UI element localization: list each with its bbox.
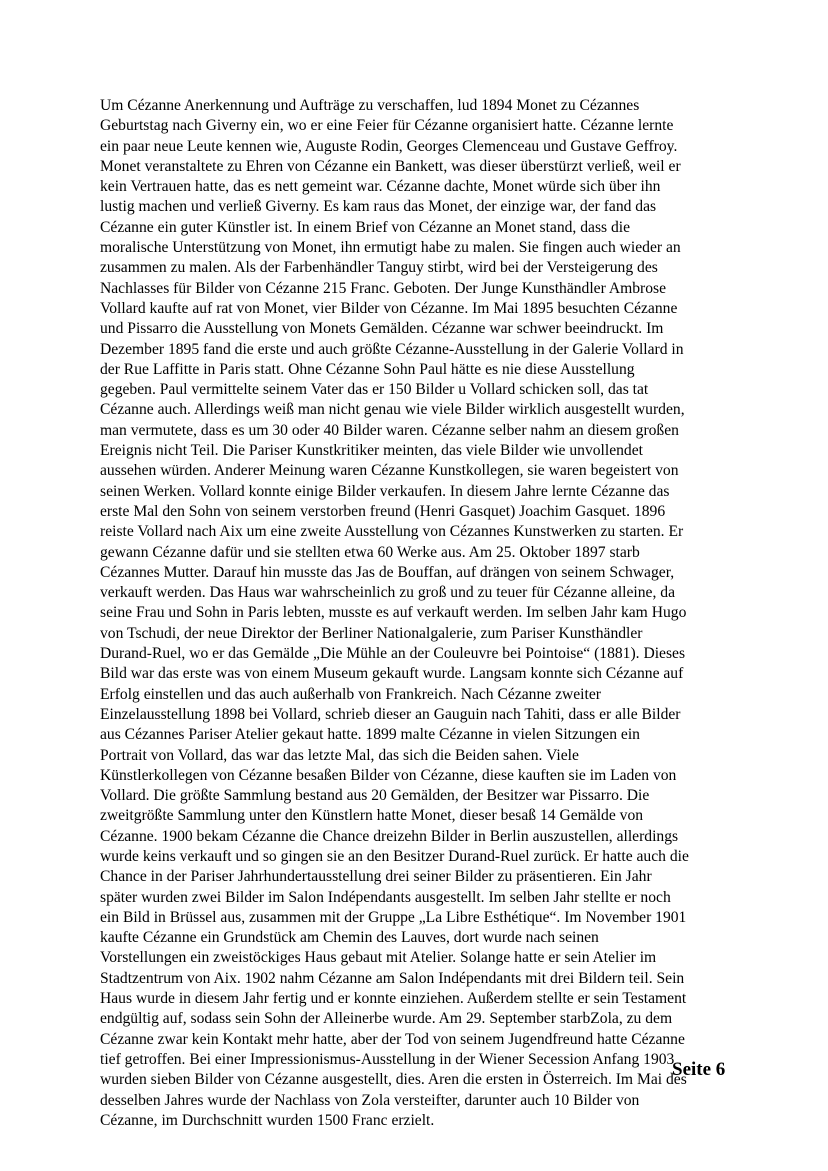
text-line: von Tschudi, der neue Direktor der Berliner Nationalgalerie, zum Pariser Kunsthändler bbox=[100, 624, 643, 642]
text-line: und Pissarro die Ausstellung von Monets Gemälden. Cézanne war schwer beeindruckt. Im bbox=[100, 320, 664, 338]
text-line: man vermutete, dass es um 30 oder 40 Bilder waren. Cézanne selber nahm an diesem großen bbox=[100, 421, 679, 439]
page-number: Seite 6 bbox=[672, 1059, 726, 1080]
text-line: Ereignis nicht Teil. Die Pariser Kunstkritiker meinten, das viele Bilder wie unvollendet bbox=[100, 442, 643, 460]
body-text bbox=[100, 96, 740, 1131]
text-line: lustig machen und verließ Giverny. Es kam raus das Monet, der einzige war, der fand das bbox=[100, 198, 657, 216]
text-line: Um Cézanne Anerkennung und Aufträge zu verschaffen, lud 1894 Monet zu Cézannes bbox=[100, 97, 640, 114]
text-line: wurden sieben Bilder von Cézanne ausgestellt, dies. Aren die ersten in Österreich. Im Mai des bbox=[100, 1071, 687, 1089]
text-line: reiste Vollard nach Aix um eine zweite Ausstellung von Cézannes Kunstwerken zu starten. Er bbox=[100, 523, 684, 541]
text-line: gewann Cézanne dafür und sie stellten etwa 60 Werke aus. Am 25. Oktober 1897 starb bbox=[100, 543, 640, 561]
text-line: gegeben. Paul vermittelte seinem Vater das er 150 Bilder u Vollard schicken soll, das tat bbox=[100, 381, 649, 399]
text-line: Cézanne. 1900 bekam Cézanne die Chance dreizehn Bilder in Berlin auszustellen, allerdings bbox=[100, 827, 679, 845]
text-line: Künstlerkollegen von Cézanne besaßen Bilder von Cézanne, diese kauften sie im Laden von bbox=[100, 766, 677, 784]
text-line: Geburtstag nach Giverny ein, wo er eine Feier für Cézanne organisiert hatte. Cézanne lernte bbox=[100, 117, 674, 135]
text-line: tief getroffen. Bei einer Impressionismus-Ausstellung in der Wiener Secession Anfang 1903 bbox=[100, 1050, 675, 1068]
text-line: Bild war das erste was von einem Museum gekauft wurde. Langsam konnte sich Cézanne auf bbox=[100, 665, 684, 683]
text-line: ein Bild in Brüssel aus, zusammen mit der Gruppe „La Libre Esthétique“. Im November 1901 bbox=[100, 908, 687, 926]
text-line: ein paar neue Leute kennen wie, Auguste Rodin, Georges Clemenceau und Gustave Geffroy. bbox=[100, 137, 678, 155]
text-line: desselben Jahres wurde der Nachlass von Zola versteifter, darunter auch 10 Bilder von bbox=[100, 1091, 640, 1109]
text-line: moralische Unterstützung von Monet, ihn ermutigt habe zu malen. Sie fingen auch wieder an bbox=[100, 239, 681, 257]
text-line: Stadtzentrum von Aix. 1902 nahm Cézanne am Salon Indépendants mit drei Bildern teil. Sein bbox=[100, 969, 685, 987]
text-line: Vollard. Die größte Sammlung bestand aus 20 Gemälden, der Besitzer war Pissarro. Die bbox=[100, 787, 650, 805]
text-line: aussehen würden. Anderer Meinung waren Cézanne Kunstkollegen, sie waren begeistert von bbox=[100, 462, 679, 480]
text-line: wurde keins verkauft und so gingen sie an den Besitzer Durand-Ruel zurück. Er hatte auch die bbox=[100, 847, 689, 865]
text-line: kaufte Cézanne ein Grundstück am Chemin des Lauves, dort wurde nach seinen bbox=[100, 929, 599, 947]
text-line: Cézanne auch. Allerdings weiß man nicht genau wie viele Bilder wirklich ausgestellt wurden, bbox=[100, 401, 685, 419]
text-line: Monet veranstaltete zu Ehren von Cézanne ein Bankett, was dieser überstürzt verließ, weil er bbox=[100, 157, 681, 175]
text-line: zusammen zu malen. Als der Farbenhändler Tanguy stirbt, wird bei der Versteigerung des bbox=[100, 259, 658, 277]
text-line: Vorstellungen ein zweistöckiges Haus gebaut mit Atelier. Solange hatte er sein Atelier im bbox=[100, 949, 657, 967]
text-line: endgültig auf, sodass sein Sohn der Alleinerbe wurde. Am 29. September starbZola, zu dem bbox=[100, 1010, 673, 1028]
text-line: aus Cézannes Pariser Atelier gekaut hatte. 1899 malte Cézanne in vielen Sitzungen ein bbox=[100, 726, 640, 744]
text-line: der Rue Laffitte in Paris statt. Ohne Cézanne Sohn Paul hätte es nie diese Ausstellung bbox=[100, 360, 635, 378]
text-line: Vollard kaufte auf rat von Monet, vier Bilder von Cézanne. Im Mai 1895 besuchten Cézanne bbox=[100, 299, 678, 317]
text-line: Einzelausstellung 1898 bei Vollard, schrieb dieser an Gauguin nach Tahiti, dass er alle Bilder bbox=[100, 705, 681, 723]
text-line: Cézanne ein guter Künstler ist. In einem Brief von Cézanne an Monet stand, dass die bbox=[100, 218, 631, 236]
text-line: Cézannes Mutter. Darauf hin musste das Jas de Bouffan, auf drängen von seinem Schwager, bbox=[100, 563, 675, 581]
text-line: Cézanne zwar kein Kontakt mehr hatte, aber der Tod von seinem Jugendfreund hatte Cézanne bbox=[100, 1030, 685, 1048]
text-line: Portrait von Vollard, das war das letzte Mal, das sich die Beiden sahen. Viele bbox=[100, 746, 579, 764]
text-line: Cézanne, im Durchschnitt wurden 1500 Franc erzielt. bbox=[100, 1111, 435, 1129]
text-line: Nachlasses für Bilder von Cézanne 215 Franc. Geboten. Der Junge Kunsthändler Ambrose bbox=[100, 279, 666, 297]
text-line: Dezember 1895 fand die erste und auch größte Cézanne-Ausstellung in der Galerie Vollard in bbox=[100, 340, 684, 358]
text-line: Haus wurde in diesem Jahr fertig und er konnte einziehen. Außerdem stellte er sein Testament bbox=[100, 990, 687, 1008]
text-line: seine Frau und Sohn in Paris lebten, musste es auf verkauft werden. Im selben Jahr kam Hugo bbox=[100, 604, 687, 622]
text-line: Durand-Ruel, wo er das Gemälde „Die Mühle an der Couleuvre bei Pointoise“ (1881). Dieses bbox=[100, 645, 686, 663]
text-line: kein Vertrauen hatte, das es nett gemeint war. Cézanne dachte, Monet würde sich über ihn bbox=[100, 178, 661, 196]
text-line: zweitgrößte Sammlung unter den Künstlern hatte Monet, dieser besaß 14 Gemälde von bbox=[100, 807, 644, 825]
text-line: seinen Werken. Vollard konnte einige Bilder verkaufen. In diesem Jahre lernte Cézanne das bbox=[100, 482, 670, 500]
text-line: später wurden zwei Bilder im Salon Indépendants ausgestellt. Im selben Jahr stellte er noch bbox=[100, 888, 671, 906]
text-line: Erfolg einstellen und das auch außerhalb von Frankreich. Nach Cézanne zweiter bbox=[100, 685, 601, 703]
text-line: erste Mal den Sohn von seinem verstorben freund (Henri Gasquet) Joachim Gasquet. 1896 bbox=[100, 502, 666, 520]
text-line: verkauft werden. Das Haus war wahrscheinlich zu groß und zu teuer für Cézanne alleine, da bbox=[100, 584, 675, 602]
text-line: Chance in der Pariser Jahrhundertausstellung drei seiner Bilder zu präsentieren. Ein Jahr bbox=[100, 868, 652, 886]
